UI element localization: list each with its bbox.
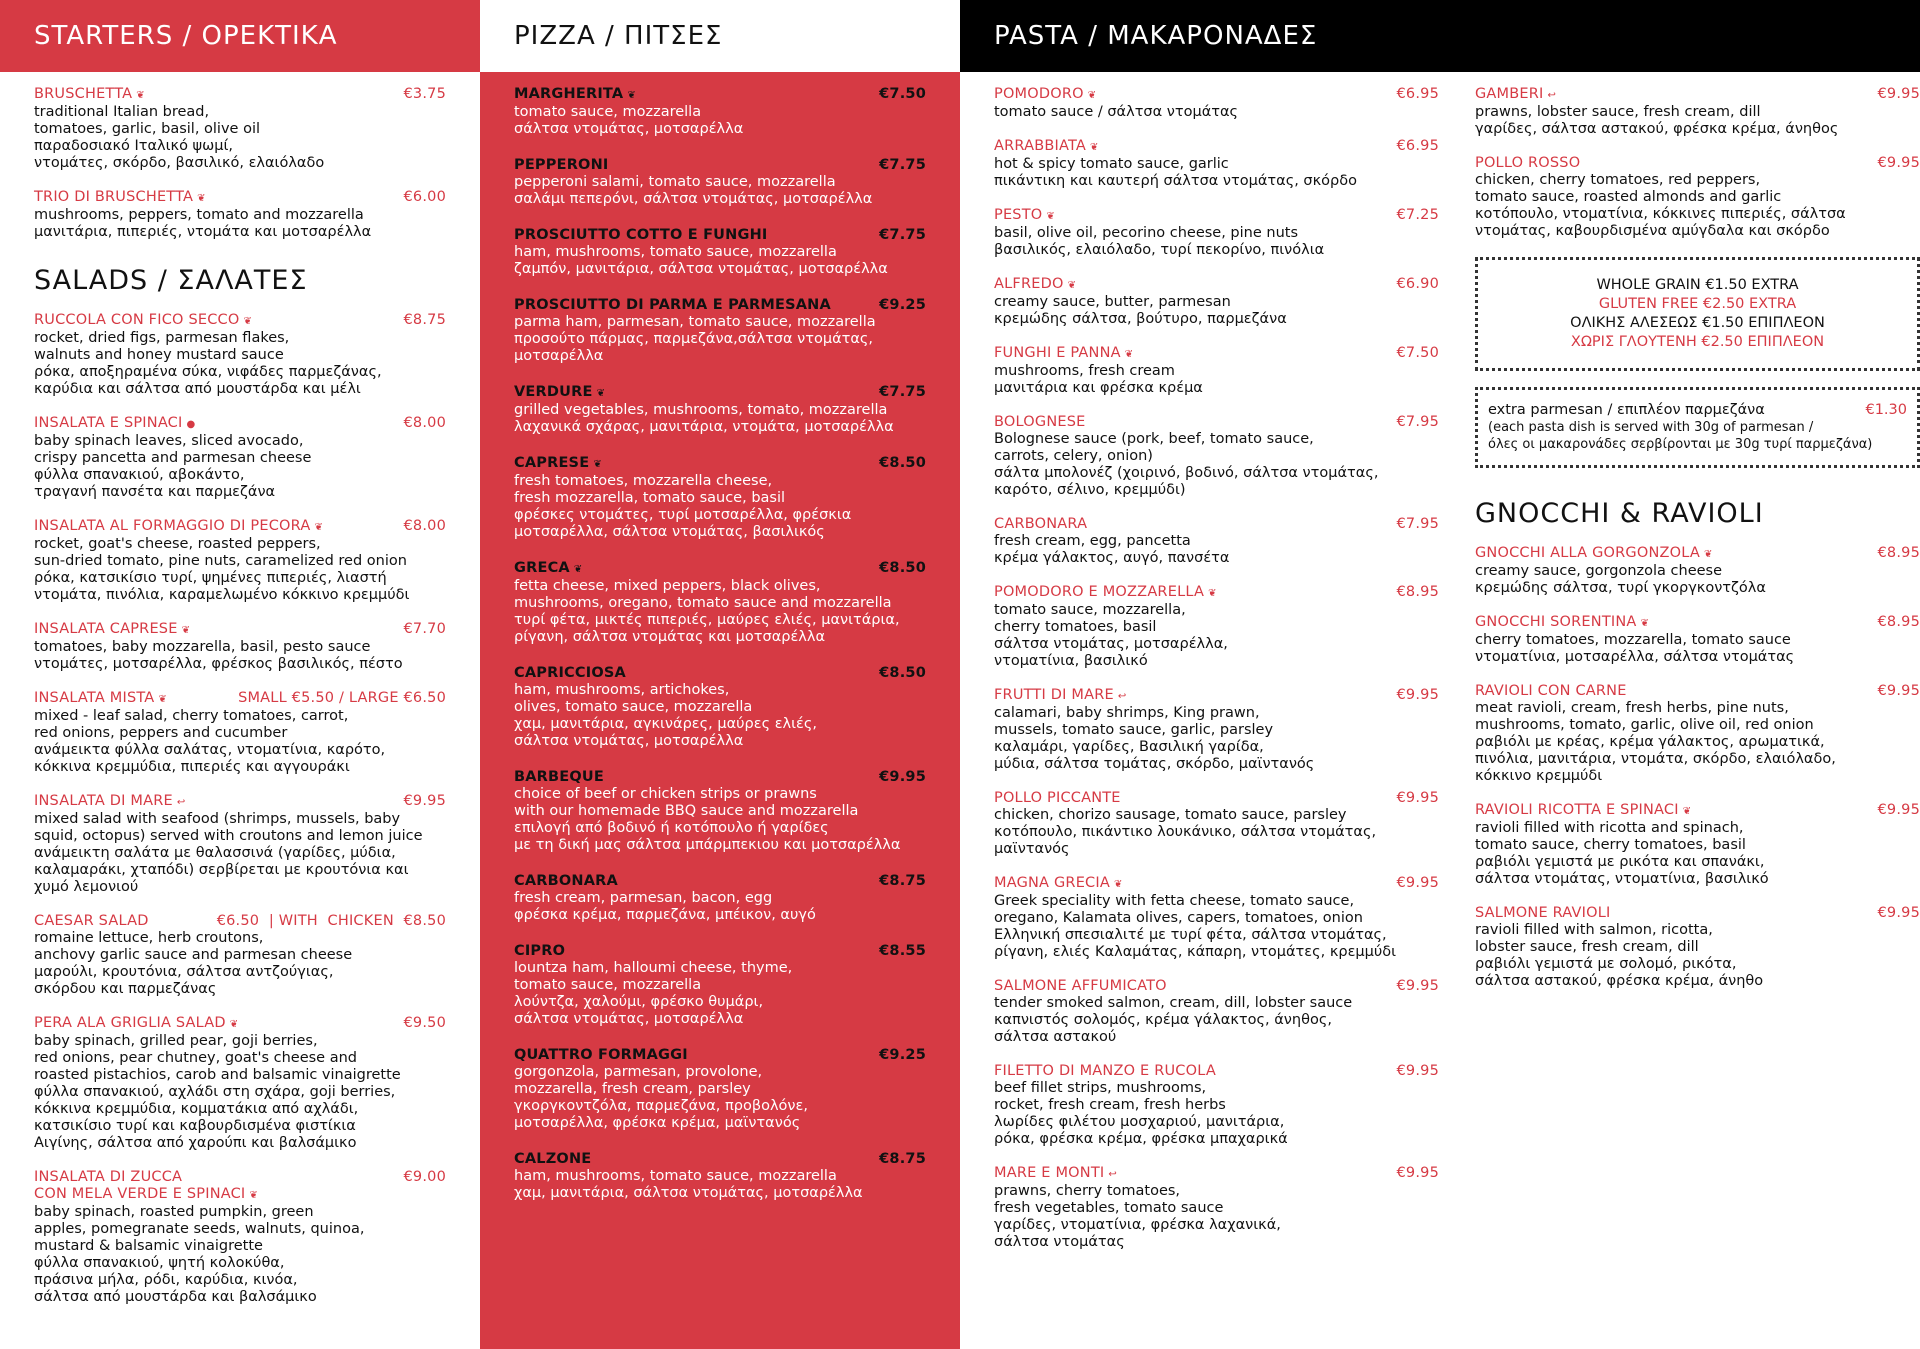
item-description: baby spinach, roasted pumpkin, green apples, pomegranate seeds, walnuts, quinoa, mustard & balsamic vinaigrette φύλλα σπανακιού, ψητή κολοκύθα, πράσινα μήλα, ρόδι, καρύδια, κινόα, σάλτσα από μουστάρδα και βαλσάμικο	[34, 1204, 365, 1305]
item-price: €8.50	[879, 560, 926, 576]
item-price: €8.55	[879, 943, 926, 959]
item-description: baby spinach leaves, sliced avocado, crispy pancetta and parmesan cheese φύλλα σπανακιού, αβοκάντο, τραγανή πανσέτα και παρμεζάνα	[34, 433, 312, 500]
menu-item	[994, 584, 1439, 670]
leaf-icon: ❦	[229, 1019, 239, 1030]
item-name: POMODORO	[994, 86, 1084, 102]
item-name: POLLO ROSSO	[1475, 155, 1581, 171]
item-price: €7.95	[1396, 516, 1439, 532]
menu-item	[994, 207, 1439, 259]
item-description: basil, olive oil, pecorino cheese, pine nuts βασιλικός, ελαιόλαδο, τυρί πεκορίνο, πινόλια	[994, 225, 1325, 258]
pasta-left-list	[994, 86, 1439, 1251]
item-name: FILETTO DI MANZO E RUCOLA	[994, 1063, 1216, 1079]
menu-item	[34, 86, 446, 172]
item-price: €7.75	[879, 384, 926, 400]
menu-item	[1475, 802, 1920, 888]
item-description: chicken, cherry tomatoes, red peppers, tomato sauce, roasted almonds and garlic κοτόπουλο, ντοματίνια, κόκκινες πιπεριές, σάλτσα ντομάτας, καβουρδισμένα αμύγδαλα και σκόρδο	[1475, 172, 1846, 239]
item-name: BARBEQUE	[514, 769, 605, 785]
menu-item	[994, 1165, 1439, 1251]
item-name: PROSCIUTTO COTTO E FUNGHI	[514, 227, 768, 243]
item-description: tomatoes, baby mozzarella, basil, pesto sauce ντομάτες, μοτσαρέλλα, φρέσκος βασιλικός, πέστο	[34, 639, 403, 672]
leaf-icon: ❦	[181, 625, 191, 636]
item-description: mushrooms, peppers, tomato and mozzarella μανιτάρια, πιπεριές, ντομάτα και μοτσαρέλλα	[34, 207, 372, 240]
menu-item	[1475, 86, 1920, 138]
item-description: creamy sauce, butter, parmesan κρεμώδης σάλτσα, βούτυρο, παρμεζάνα	[994, 294, 1287, 327]
item-description: meat ravioli, cream, fresh herbs, pine nuts, mushrooms, tomato, garlic, olive oil, red onion ραβιόλι με κρέας, κρέμα γάλακτος, αρωματικά, πινόλια, μανιτάρια, ντομάτα, σκόρδο, ελαιόλαδο, κόκκινο κρεμμύδι	[1475, 700, 1836, 784]
item-description: fetta cheese, mixed peppers, black olives, mushrooms, oregano, tomato sauce and mozzarella τυρί φέτα, μικτές πιπεριές, μαύρες ελιές, μανιτάρια, ρίγανη, σάλτσα ντομάτας και μοτσαρέλλα	[514, 578, 900, 645]
item-price: €3.75	[403, 86, 446, 102]
menu-item	[1475, 545, 1920, 597]
item-description: fresh cream, parmesan, bacon, egg φρέσκα κρέμα, παρμεζάνα, μπέικον, αυγό	[514, 890, 816, 923]
item-name: INSALATA AL FORMAGGIO DI PECORA	[34, 518, 311, 534]
item-price: €7.50	[879, 86, 926, 102]
starters-list	[34, 86, 446, 241]
leaf-icon: ❦	[1087, 90, 1097, 101]
item-name: ARRABBIATA	[994, 138, 1087, 154]
menu-item	[514, 227, 926, 278]
item-price: €7.25	[1396, 207, 1439, 223]
parmesan-price: €1.30	[1865, 402, 1907, 418]
leaf-icon: ❦	[627, 90, 636, 101]
item-price: €7.95	[1396, 414, 1439, 430]
leaf-icon: ❦	[593, 459, 602, 470]
menu-item	[994, 276, 1439, 328]
menu-item	[994, 345, 1439, 397]
parmesan-note: (each pasta dish is served with 30g of parmesan / όλες οι μακαρονάδες σερβίρονται με 30g τυρί παρμεζάνα)	[1488, 420, 1873, 452]
item-description: ham, mushrooms, tomato sauce, mozzarella χαμ, μανιτάρια, σάλτσα ντομάτας, μοτσαρέλλα	[514, 1168, 863, 1201]
item-description: traditional Italian bread, tomatoes, garlic, basil, olive oil παραδοσιακό Ιταλικό ψωμί, ντομάτες, σκόρδο, βασιλικό, ελαιόλαδο	[34, 104, 325, 171]
item-price: €9.95	[1877, 905, 1920, 921]
item-name: CARBONARA	[994, 516, 1088, 532]
item-price: €9.95	[1877, 86, 1920, 102]
item-name: PESTO	[994, 207, 1043, 223]
item-price: €8.95	[1396, 584, 1439, 600]
item-description: mushrooms, fresh cream μανιτάρια και φρέσκα κρέμα	[994, 363, 1203, 396]
item-name: INSALATA MISTA	[34, 690, 155, 706]
item-name: POLLO PICCANTE	[994, 790, 1121, 806]
item-name: SALMONE AFFUMICATO	[994, 978, 1167, 994]
item-description: lountza ham, halloumi cheese, thyme, tomato sauce, mozzarella λούντζα, χαλούμι, φρέσκο θυμάρι, σάλτσα ντομάτας, μοτσαρέλλα	[514, 960, 793, 1027]
item-name: TRIO DI BRUSCHETTA	[34, 189, 194, 205]
item-price: SMALL €5.50 / LARGE €6.50	[238, 690, 446, 706]
item-price: €9.95	[1396, 790, 1439, 806]
item-description: chicken, chorizo sausage, tomato sauce, parsley κοτόπουλο, πικάντικο λουκάνικο, σάλτσα ντομάτας, μαϊντανός	[994, 807, 1377, 857]
parmesan-box	[1475, 387, 1920, 468]
item-description: ravioli filled with salmon, ricotta, lobster sauce, fresh cream, dill ραβιόλι γεμιστά με σολομό, ρικότα, σάλτσα αστακού, φρέσκα κρέμα, άνηθο	[1475, 922, 1764, 989]
menu-item	[994, 1063, 1439, 1148]
menu-item	[994, 875, 1439, 961]
item-name: RUCCOLA CON FICO SECCO	[34, 312, 240, 328]
extras-line: WHOLE GRAIN €1.50 EXTRA	[1596, 277, 1799, 293]
menu-item	[994, 414, 1439, 499]
item-price: €9.95	[1396, 978, 1439, 994]
item-name: RAVIOLI CON CARNE	[1475, 683, 1627, 699]
item-price: €7.75	[879, 157, 926, 173]
item-price: €6.90	[1396, 276, 1439, 292]
item-description: calamari, baby shrimps, King prawn, mussels, tomato sauce, garlic, parsley καλαμάρι, γαρίδες, Βασιλική γαρίδα, μύδια, σάλτσα τομάτας, σκόρδο, μαϊντανός	[994, 705, 1315, 772]
leaf-icon: ❦	[1208, 588, 1217, 599]
menu-item	[514, 297, 926, 365]
menu-item	[34, 189, 446, 241]
item-price: €6.50 | WITH CHICKEN €8.50	[216, 913, 446, 929]
leaf-icon: ❦	[314, 522, 324, 533]
item-description: choice of beef or chicken strips or prawns with our homemade BBQ sauce and mozzarella επιλογή από βοδινό ή κοτόπουλο ή γαρίδες με τη δική μας σάλτσα μπάρμπεκιου και μοτσαρέλλα	[514, 786, 901, 853]
item-name: GAMBERI	[1475, 86, 1544, 102]
menu-item	[514, 1151, 926, 1202]
menu-item	[514, 943, 926, 1028]
shrimp-icon: ↩	[176, 797, 186, 808]
item-price: €9.95	[1396, 1063, 1439, 1079]
leaf-icon: ❦	[136, 90, 145, 101]
item-name: PERA ALA GRIGLIA SALAD	[34, 1015, 226, 1031]
menu-item	[1475, 614, 1920, 666]
pasta-header: PASTA / ΜΑΚΑΡΟΝΑΔΕΣ	[960, 0, 1920, 72]
item-price: €8.50	[879, 665, 926, 681]
item-name: FRUTTI DI MARE	[994, 687, 1114, 703]
item-price: €8.50	[879, 455, 926, 471]
item-name: MARGHERITA	[514, 86, 624, 102]
item-price: €9.95	[1877, 683, 1920, 699]
menu-item	[514, 665, 926, 750]
menu-item	[1475, 155, 1920, 240]
item-name: INSALATA CAPRESE	[34, 621, 178, 637]
leaf-icon: ❦	[1046, 211, 1055, 222]
menu-item	[994, 516, 1439, 567]
menu-item	[34, 518, 446, 604]
item-price: €8.95	[1877, 545, 1920, 561]
leaf-icon: ❦	[158, 694, 168, 705]
menu-item	[34, 1015, 446, 1152]
menu-item	[34, 415, 446, 501]
item-description: tomato sauce / σάλτσα ντομάτας	[994, 104, 1239, 120]
item-price: €6.95	[1396, 86, 1439, 102]
parmesan-label: extra parmesan / επιπλέον παρμεζάνα	[1488, 402, 1765, 418]
menu-item	[34, 312, 446, 398]
item-price: €9.95	[403, 793, 446, 809]
item-price: €9.25	[879, 1047, 926, 1063]
item-description: prawns, lobster sauce, fresh cream, dill γαρίδες, σάλτσα αστακού, φρέσκα κρέμα, άνηθος	[1475, 104, 1839, 137]
item-description: gorgonzola, parmesan, provolone, mozzarella, fresh cream, parsley γκοργκοντζόλα, παρμεζάνα, προβολόνε, μοτσαρέλλα, φρέσκα κρέμα, μαϊντανός	[514, 1064, 808, 1131]
menu-item	[1475, 905, 1920, 990]
item-price: €8.00	[403, 415, 446, 431]
menu-item	[994, 790, 1439, 858]
extras-line: GLUTEN FREE €2.50 EXTRA	[1598, 296, 1797, 312]
pasta-left-subcolumn	[994, 86, 1439, 1268]
item-description: rocket, dried figs, parmesan flakes, walnuts and honey mustard sauce ρόκα, αποξηραμένα σύκα, νιφάδες παρμεζάνας, καρύδια και σάλτσα από μουστάρδα και μέλι	[34, 330, 382, 397]
shrimp-icon: ↩	[1108, 1169, 1117, 1180]
menu-item	[514, 384, 926, 436]
item-price: €9.95	[1877, 802, 1920, 818]
item-name: RAVIOLI RICOTTA E SPINACI	[1475, 802, 1679, 818]
pizza-header: PIZZA / ΠΙΤΣΕΣ	[480, 0, 960, 72]
item-price: €9.95	[1877, 155, 1920, 171]
item-description: fresh cream, egg, pancetta κρέμα γάλακτος, αυγό, πανσέτα	[994, 533, 1230, 566]
item-description: ham, mushrooms, artichokes, olives, tomato sauce, mozzarella χαμ, μανιτάρια, αγκινάρες, μαύρες ελιές, σάλτσα ντομάτας, μοτσαρέλλα	[514, 682, 817, 749]
item-description: creamy sauce, gorgonzola cheese κρεμώδης σάλτσα, τυρί γκοργκοντζόλα	[1475, 563, 1766, 596]
leaf-icon: ❦	[1703, 549, 1713, 560]
pasta-column	[960, 0, 1920, 1349]
item-price: €8.75	[879, 1151, 926, 1167]
item-price: €9.95	[1396, 875, 1439, 891]
leaf-icon: ❦	[1090, 142, 1099, 153]
menu-item	[514, 873, 926, 924]
item-name: CARBONARA	[514, 873, 618, 889]
item-description: parma ham, parmesan, tomato sauce, mozzarella προσούτο πάρμας, παρμεζάνα,σάλτσα ντομάτας, μοτσαρέλλα	[514, 314, 876, 364]
menu-item	[34, 1169, 446, 1306]
item-name: MAGNA GRECIA	[994, 875, 1110, 891]
item-price: €9.95	[879, 769, 926, 785]
gnocchi-header: GNOCCHI & RAVIOLI	[1475, 498, 1764, 529]
item-name: CALZONE	[514, 1151, 592, 1167]
item-name: INSALATA E SPINACI	[34, 415, 183, 431]
item-name: SALMONE RAVIOLI	[1475, 905, 1611, 921]
pasta-extras-box	[1475, 257, 1920, 371]
item-description: Greek speciality with fetta cheese, tomato sauce, oregano, Kalamata olives, capers, tomatoes, onion Ελληνική σπεσιαλιτέ με τυρί φέτα, σάλτσα ντομάτας, ρίγανη, ελιές Καλαμάτας, κάπαρη, ντομάτες, κρεμμύδι	[994, 893, 1397, 960]
item-description: beef fillet strips, mushrooms, rocket, fresh cream, fresh herbs λωρίδες φιλέτου μοσχαριού, μανιτάρια, ρόκα, φρέσκα κρέμα, φρέσκα μπαχαρικά	[994, 1080, 1288, 1147]
item-price: €8.75	[403, 312, 446, 328]
menu-item	[994, 687, 1439, 773]
menu-item	[34, 913, 446, 998]
pizza-list	[514, 86, 926, 1202]
item-description: tomato sauce, mozzarella σάλτσα ντομάτας, μοτσαρέλλα	[514, 104, 744, 137]
menu-item	[34, 793, 446, 896]
item-description: mixed - leaf salad, cherry tomatoes, carrot, red onions, peppers and cucumber ανάμεικτα φύλλα σαλάτας, ντοματίνια, καρότο, κόκκινα κρεμμύδια, πιπεριές και αγγουράκι	[34, 708, 386, 775]
item-description: tomato sauce, mozzarella, cherry tomatoes, basil σάλτσα ντομάτας, μοτσαρέλλα, ντοματίνια, βασιλικό	[994, 602, 1228, 669]
item-price: €7.50	[1396, 345, 1439, 361]
item-name: VERDURE	[514, 384, 593, 400]
item-name: CAESAR SALAD	[34, 913, 149, 929]
item-description: rocket, goat's cheese, roasted peppers, sun-dried tomato, pine nuts, caramelized red onion ρόκα, κατσικίσιο τυρί, ψημένες πιπεριές, λιαστή ντομάτα, πινόλια, καραμελωμένο κόκκινο κρεμμύδι	[34, 536, 410, 603]
item-price: €9.25	[879, 297, 926, 313]
menu-item	[514, 1047, 926, 1132]
item-description: baby spinach, grilled pear, goji berries, red onions, pear chutney, goat's cheese and roasted pistachios, carob and balsamic vinaigrette φύλλα σπανακιού, αχλάδι στη σχάρα, goji berries, κόκκινα κρεμμύδια, κομματάκια από αχλάδι, κατσικίσιο τυρί και καβουρδισμένα φιστίκια Αιγίνης, σάλτσα από χαρούπι και βαλσάμικο	[34, 1033, 401, 1151]
apple-icon: ●	[186, 419, 196, 430]
item-description: pepperoni salami, tomato sauce, mozzarella σαλάμι πεπερόνι, σάλτσα ντομάτας, μοτσαρέλλα	[514, 174, 873, 207]
menu-item	[514, 455, 926, 541]
item-name: CAPRICCIOSA	[514, 665, 626, 681]
item-name: BRUSCHETTA	[34, 86, 133, 102]
item-name: PEPPERONI	[514, 157, 609, 173]
item-name: CIPRO	[514, 943, 566, 959]
item-name: CAPRESE	[514, 455, 590, 471]
leaf-icon: ❦	[249, 1190, 258, 1201]
extras-line: ΟΛΙΚΗΣ ΑΛΕΣΕΩΣ €1.50 ΕΠΙΠΛΕΟΝ	[1570, 315, 1825, 331]
gnocchi-list	[1475, 545, 1920, 990]
menu-item	[34, 690, 446, 776]
salads-header: SALADS / ΣΑΛΑΤΕΣ	[34, 265, 308, 296]
item-price: €8.95	[1877, 614, 1920, 630]
item-price: €9.00	[403, 1169, 446, 1185]
starters-salads-column	[0, 0, 480, 1349]
shrimp-icon: ↩	[1547, 90, 1557, 101]
item-description: romaine lettuce, herb croutons, anchovy garlic sauce and parmesan cheese μαρούλι, κρουτόνια, σάλτσα αντζούγιας, σκόρδου και παρμεζάνας	[34, 930, 353, 997]
item-name: GRECA	[514, 560, 570, 576]
item-price: €6.95	[1396, 138, 1439, 154]
item-description: mixed salad with seafood (shrimps, mussels, baby squid, octopus) served with croutons and lemon juice ανάμεικτη σαλάτα με θαλασσινά (γαρίδες, μύδια, καλαμαράκι, χταπόδι) σερβίρεται με κρουτόνια και χυμό λεμονιού	[34, 811, 423, 895]
item-description: prawns, cherry tomatoes, fresh vegetables, tomato sauce γαρίδες, ντοματίνια, φρέσκα λαχανικά, σάλτσα ντομάτας	[994, 1183, 1281, 1250]
item-name: MARE E MONTI	[994, 1165, 1105, 1181]
pasta-right-subcolumn	[1475, 86, 1920, 1268]
starters-header: STARTERS / ΟΡΕΚΤΙΚΑ	[0, 0, 480, 72]
shrimp-icon: ↩	[1117, 691, 1127, 702]
item-name: QUATTRO FORMAGGI	[514, 1047, 688, 1063]
extras-line: ΧΩΡΙΣ ΓΛΟΥΤΕΝΗ €2.50 ΕΠΙΠΛΕΟΝ	[1570, 334, 1825, 350]
item-description: ham, mushrooms, tomato sauce, mozzarella ζαμπόν, μανιτάρια, σάλτσα ντομάτας, μοτσαρέλλα	[514, 244, 888, 277]
item-price: €6.00	[403, 189, 446, 205]
menu-item	[514, 86, 926, 138]
menu-item	[994, 978, 1439, 1046]
pizza-column	[480, 0, 960, 1349]
menu-item	[1475, 683, 1920, 785]
item-description: hot & spicy tomato sauce, garlic πικάντικη και καυτερή σάλτσα ντομάτας, σκόρδο	[994, 156, 1357, 189]
item-description: grilled vegetables, mushrooms, tomato, mozzarella λαχανικά σχάρας, μανιτάρια, ντομάτα, μοτσαρέλλα	[514, 402, 894, 435]
item-price: €7.75	[879, 227, 926, 243]
item-description: cherry tomatoes, mozzarella, tomato sauce ντοματίνια, μοτσαρέλλα, σάλτσα ντομάτας	[1475, 632, 1795, 665]
menu-item	[34, 621, 446, 673]
salads-list	[34, 312, 446, 1306]
item-price: €9.95	[1396, 1165, 1439, 1181]
leaf-icon: ❦	[1124, 349, 1134, 360]
leaf-icon: ❦	[243, 316, 253, 327]
menu-item	[514, 157, 926, 208]
item-name: INSALATA DI MARE	[34, 793, 173, 809]
item-description: fresh tomatoes, mozzarella cheese, fresh mozzarella, tomato sauce, basil φρέσκες ντομάτες, τυρί μοτσαρέλλα, φρέσκια μοτσαρέλλα, σάλτσα ντομάτας, βασιλικός	[514, 473, 852, 540]
menu-item	[514, 769, 926, 854]
item-name: GNOCCHI SORENTINA	[1475, 614, 1637, 630]
pasta-right-list	[1475, 86, 1920, 240]
item-description: ravioli filled with ricotta and spinach, tomato sauce, cherry tomatoes, basil ραβιόλι γεμιστά με ρικότα και σπανάκι, σάλτσα ντομάτας, ντοματίνια, βασιλικό	[1475, 820, 1769, 887]
item-description: tender smoked salmon, cream, dill, lobster sauce καπνιστός σολομός, κρέμα γάλακτος, άνηθος, σάλτσα αστακού	[994, 995, 1353, 1045]
leaf-icon: ❦	[197, 193, 206, 204]
item-price: €8.00	[403, 518, 446, 534]
leaf-icon: ❦	[1682, 806, 1692, 817]
item-name: GNOCCHI ALLA GORGONZOLA	[1475, 545, 1700, 561]
item-price: €9.95	[1396, 687, 1439, 703]
leaf-icon: ❦	[573, 564, 583, 575]
item-name: INSALATA DI ZUCCA CON MELA VERDE E SPINACI	[34, 1169, 246, 1202]
menu-item	[514, 560, 926, 646]
leaf-icon: ❦	[596, 388, 606, 399]
item-price: €9.50	[403, 1015, 446, 1031]
item-name: BOLOGNESE	[994, 414, 1086, 430]
item-name: PROSCIUTTO DI PARMA E PARMESANA	[514, 297, 831, 313]
leaf-icon: ❦	[1067, 280, 1077, 291]
menu-item	[994, 86, 1439, 121]
leaf-icon: ❦	[1113, 879, 1123, 890]
item-price: €7.70	[403, 621, 446, 637]
item-description: Bolognese sauce (pork, beef, tomato sauce, carrots, celery, onion) σάλτα μπολονέζ (χοιρινό, βοδινό, σάλτσα ντομάτας, καρότο, σέλινο, κρεμμύδι)	[994, 431, 1379, 498]
menu-item	[994, 138, 1439, 190]
item-price: €8.75	[879, 873, 926, 889]
item-name: ALFREDO	[994, 276, 1064, 292]
item-name: FUNGHI E PANNA	[994, 345, 1121, 361]
leaf-icon: ❦	[1640, 618, 1650, 629]
item-name: POMODORO E MOZZARELLA	[994, 584, 1205, 600]
